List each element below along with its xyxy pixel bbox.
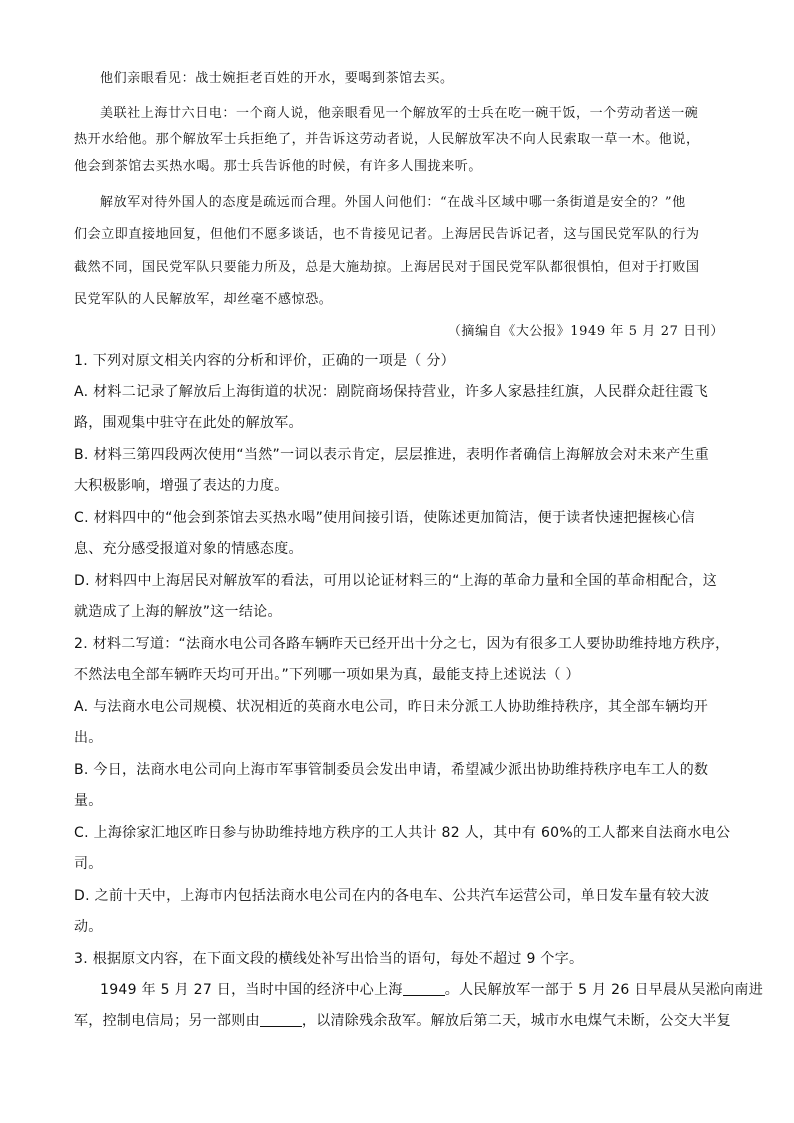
question-2-option-b: 量。 — [74, 793, 103, 809]
question-2-option-d: 动。 — [74, 919, 103, 935]
question-2-stem: 不然法电全部车辆昨天均可开出。”下列哪一项如果为真，最能支持上述说法（ ） — [74, 667, 580, 683]
question-3-passage-line — [74, 1010, 731, 1030]
question-3-text: ，以清除残余敌军。解放后第二天，城市水电煤气未断，公交大半复 — [301, 1013, 731, 1029]
question-1-option-d: 就造成了上海的解放”这一结论。 — [74, 604, 282, 620]
question-1-option-a: A. 材料二记录了解放后上海街道的状况：剧院商场保持营业，许多人家悬挂红旗，人民群众赶往霞飞 — [74, 384, 709, 400]
question-1-option-b: B. 材料三第四段两次使用“当然”一词以表示肯定，层层推进，表明作者确信上海解放会对未来产生重 — [74, 447, 710, 463]
question-1-option-c: C. 材料四中的“他会到茶馆去买热水喝”使用间接引语，使陈述更加简洁，便于读者快速把握核心信 — [74, 510, 695, 526]
article-paragraph-2-line: 截然不同，国民党军队只要能力所及，总是大施劫掠。上海居民对于国民党军队都很惧怕，但对于打败国 — [74, 260, 700, 275]
question-2-option-c: C. 上海徐家汇地区昨日参与协助维持地方秩序的工人共计 82 人，其中有 60%的工人都来自法商水电公 — [74, 825, 731, 841]
answer-blank-2[interactable] — [260, 1012, 302, 1027]
question-3-text: 军，控制电信局；另一部则由 — [74, 1013, 260, 1029]
article-headline: 他们亲眼看见：战士婉拒老百姓的开水，要喝到茶馆去买。 — [100, 71, 454, 86]
question-2-option-d: D. 之前十天中，上海市内包括法商水电公司在内的各电车、公共汽车运营公司，单日发车量有较大波 — [74, 888, 710, 904]
question-2-option-c: 司。 — [74, 856, 103, 872]
question-1-stem: 1. 下列对原文相关内容的分析和评价，正确的一项是（ 分） — [74, 353, 455, 369]
question-3-text: 。人民解放军一部于 5 月 26 日早晨从吴淞向南进 — [444, 982, 764, 998]
article-paragraph-2-line: 们会立即直接地回复，但他们不愿多谈话，也不肯接见记者。上海居民告诉记者，这与国民党军队的行为 — [74, 227, 700, 242]
article-paragraph-2-line: 民党军队的人民解放军，却丝毫不感惊恐。 — [74, 292, 333, 307]
article-source: （摘编自《大公报》1949 年 5 月 27 日刊） — [447, 324, 724, 339]
question-2-option-b: B. 今日，法商水电公司向上海市军事管制委员会发出申请，希望减少派出协助维持秩序电车工人的数 — [74, 762, 709, 778]
question-1-option-a: 路，围观集中驻守在此处的解放军。 — [74, 415, 303, 431]
article-paragraph-1-line: 美联社上海廿六日电：一个商人说，他亲眼看见一个解放军的士兵在吃一碗干饭，一个劳动者送一碗 — [100, 106, 699, 121]
article-paragraph-1-line: 热开水给他。那个解放军士兵拒绝了，并告诉这劳动者说，人民解放军决不向人民索取一草一木。他说， — [74, 132, 700, 147]
article-paragraph-1-line: 他会到茶馆去买热水喝。那士兵告诉他的时候，有许多人围拢来听。 — [74, 159, 483, 174]
question-1-option-c: 息、充分感受报道对象的情感态度。 — [74, 541, 303, 557]
question-3-passage-line — [100, 979, 763, 999]
question-3-text: 1949 年 5 月 27 日，当时中国的经济中心上海 — [100, 982, 403, 998]
question-1-option-b: 大积极影响，增强了表达的力度。 — [74, 478, 289, 494]
article-paragraph-2-line: 解放军对待外国人的态度是疏远而合理。外国人问他们：“在战斗区域中哪一条街道是安全的？”他 — [100, 195, 686, 210]
answer-blank-1[interactable] — [403, 981, 445, 996]
question-2-option-a: A. 与法商水电公司规模、状况相近的英商水电公司，昨日未分派工人协助维持秩序，其全部车辆均开 — [74, 699, 709, 715]
question-1-option-d: D. 材料四中上海居民对解放军的看法，可用以论证材料三的“上海的革命力量和全国的革命相配合，这 — [74, 573, 718, 589]
question-3-stem: 3. 根据原文内容，在下面文段的横线处补写出恰当的语句，每处不超过 9 个字。 — [74, 951, 584, 967]
question-2-option-a: 出。 — [74, 730, 103, 746]
question-2-stem: 2. 材料二写道：“法商水电公司各路车辆昨天已经开出十分之七，因为有很多工人要协助维持地方秩序， — [74, 636, 730, 652]
